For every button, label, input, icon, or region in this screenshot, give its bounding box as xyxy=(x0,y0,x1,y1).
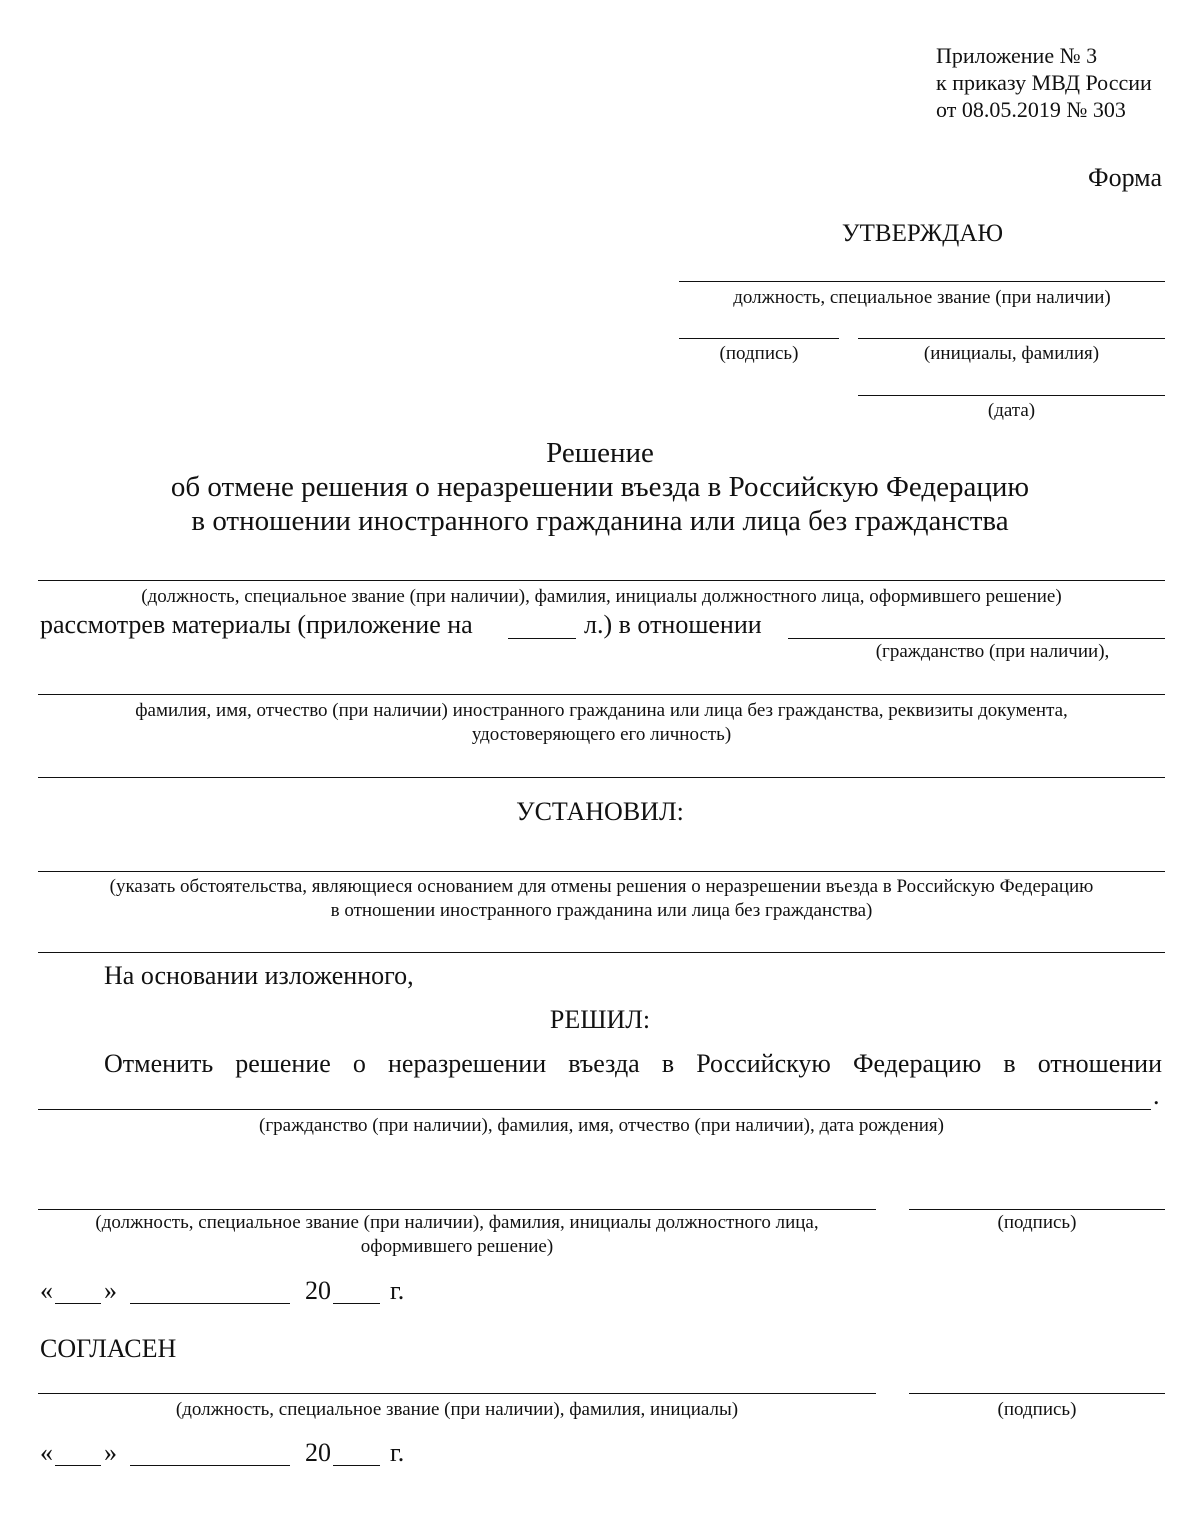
approve-name-caption: (инициалы, фамилия) xyxy=(923,343,1100,364)
date-open-quote-2: « xyxy=(40,1438,53,1467)
attachment-pages-field[interactable] xyxy=(508,638,576,639)
signer-caption-line-2: оформившего решение) xyxy=(360,1236,554,1257)
date-day-field-1[interactable] xyxy=(55,1303,101,1304)
basis-text: На основании изложенного, xyxy=(104,961,414,990)
date-month-field-1[interactable] xyxy=(130,1303,290,1304)
signer-line[interactable] xyxy=(38,1209,876,1210)
citizenship-caption: (гражданство (при наличии), xyxy=(875,641,1110,662)
officer-line[interactable] xyxy=(38,580,1165,581)
person-caption-line-2: удостоверяющего его личность) xyxy=(471,724,732,745)
decided-end-mark: . xyxy=(1153,1081,1160,1110)
agreed-heading: СОГЛАСЕН xyxy=(40,1334,177,1363)
date-day-field-2[interactable] xyxy=(55,1465,101,1466)
approve-signature-line[interactable] xyxy=(679,338,839,339)
approve-position-caption: должность, специальное звание (при наличии) xyxy=(733,287,1111,308)
person-caption-line-1: фамилия, имя, отчество (при наличии) иностранного гражданина или лица без гражданства, реквизиты документа, xyxy=(135,700,1068,721)
agreed-caption: (должность, специальное звание (при наличии), фамилия, инициалы) xyxy=(175,1399,739,1420)
date-year-suffix-2: г. xyxy=(390,1438,405,1467)
citizenship-field[interactable] xyxy=(788,638,1165,639)
appendix-line-3: от 08.05.2019 № 303 xyxy=(936,97,1126,122)
date-year-field-1[interactable] xyxy=(333,1303,380,1304)
document-title: Решение xyxy=(546,437,654,469)
appendix-line-2: к приказу МВД России xyxy=(936,70,1152,95)
document-subtitle-line-2: в отношении иностранного гражданина или лица без гражданства xyxy=(191,505,1009,537)
date-year-field-2[interactable] xyxy=(333,1465,380,1466)
approve-date-caption: (дата) xyxy=(987,400,1036,421)
agreed-signature-line[interactable] xyxy=(909,1393,1165,1394)
signer-signature-line[interactable] xyxy=(909,1209,1165,1210)
document-subtitle-line-1: об отмене решения о неразрешении въезда в Российскую Федерацию xyxy=(170,471,1030,503)
date-close-quote-2: » xyxy=(104,1438,117,1467)
circumstances-line[interactable] xyxy=(38,871,1165,872)
agreed-signature-caption: (подпись) xyxy=(997,1399,1077,1420)
circumstances-caption-line-2: в отношении иностранного гражданина или лица без гражданства) xyxy=(330,900,873,921)
date-year-prefix-2: 20 xyxy=(305,1438,331,1467)
approve-signature-caption: (подпись) xyxy=(719,343,799,364)
established-heading: УСТАНОВИЛ: xyxy=(516,797,684,826)
appendix-block xyxy=(936,42,1152,123)
form-label: Форма xyxy=(1088,163,1162,192)
decided-text: Отменить решение о неразрешении въезда в Российскую Федерацию в отношении xyxy=(104,1049,1162,1078)
officer-caption: (должность, специальное звание (при наличии), фамилия, инициалы должностного лица, оформившего решение) xyxy=(141,586,1062,607)
date-open-quote-1: « xyxy=(40,1276,53,1305)
approve-date-line[interactable] xyxy=(858,395,1165,396)
circumstances-line-2[interactable] xyxy=(38,952,1165,953)
date-year-suffix-1: г. xyxy=(390,1276,405,1305)
considered-prefix: рассмотрев материалы (приложение на xyxy=(40,610,473,639)
date-month-field-2[interactable] xyxy=(130,1465,290,1466)
decided-person-line[interactable] xyxy=(38,1109,1151,1110)
agreed-line[interactable] xyxy=(38,1393,876,1394)
approve-position-line[interactable] xyxy=(679,281,1165,282)
signer-caption-line-1: (должность, специальное звание (при наличии), фамилия, инициалы должностного лица, xyxy=(95,1212,819,1233)
person-line-2[interactable] xyxy=(38,777,1165,778)
decided-heading: РЕШИЛ: xyxy=(549,1005,651,1034)
circumstances-caption-line-1: (указать обстоятельства, являющиеся основанием для отмены решения о неразрешении въезда в Российскую Федерацию xyxy=(109,876,1094,897)
date-year-prefix-1: 20 xyxy=(305,1276,331,1305)
signer-signature-caption: (подпись) xyxy=(997,1212,1077,1233)
appendix-line-1: Приложение № 3 xyxy=(936,43,1098,68)
considered-middle: л.) в отношении xyxy=(584,610,762,639)
date-close-quote-1: » xyxy=(104,1276,117,1305)
approve-heading: УТВЕРЖДАЮ xyxy=(841,220,1004,247)
person-line[interactable] xyxy=(38,694,1165,695)
decided-caption: (гражданство (при наличии), фамилия, имя, отчество (при наличии), дата рождения) xyxy=(259,1115,944,1136)
approve-name-line[interactable] xyxy=(858,338,1165,339)
